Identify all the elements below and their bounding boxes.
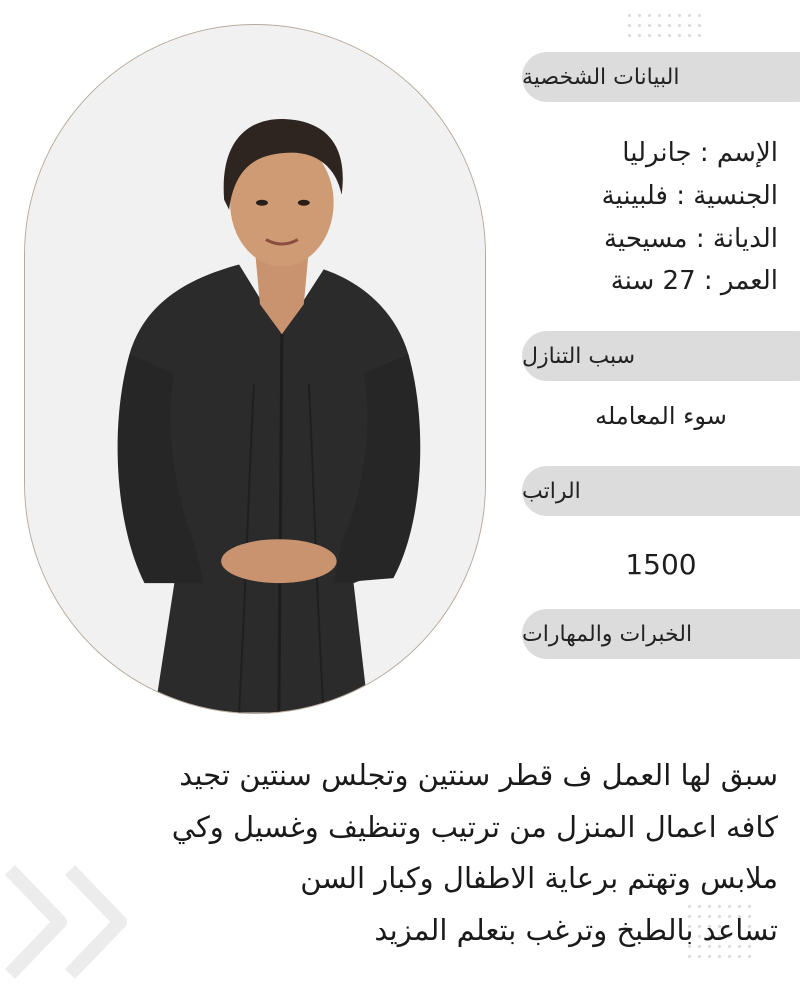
- section-personal-data: [522, 52, 800, 102]
- dot: [678, 24, 681, 27]
- dot: [698, 14, 701, 17]
- salary-value: 1500: [625, 548, 697, 581]
- dot: [658, 34, 661, 37]
- dot: [678, 14, 681, 17]
- section-reason-label: سبب التنازل: [522, 343, 636, 369]
- dot: [658, 14, 661, 17]
- dot: [668, 34, 671, 37]
- field-nationality: الجنسية : فلبينية: [601, 181, 778, 211]
- dot: [638, 34, 641, 37]
- worker-photo-illustration: [25, 25, 485, 713]
- reason-value: سوء المعامله: [595, 402, 727, 430]
- dot: [698, 34, 701, 37]
- field-age: العمر : 27 سنة: [610, 266, 778, 296]
- dot: [688, 34, 691, 37]
- dot: [628, 34, 631, 37]
- section-personal-label: البيانات الشخصية: [522, 64, 680, 90]
- section-experience: [522, 609, 800, 659]
- dot: [628, 24, 631, 27]
- dot: [688, 24, 691, 27]
- chevron-decoration-icon: [0, 860, 150, 985]
- field-religion: الديانة : مسيحية: [604, 224, 778, 254]
- dot: [658, 24, 661, 27]
- section-reason: [522, 331, 800, 381]
- worker-photo: [24, 24, 486, 714]
- dot: [648, 24, 651, 27]
- experience-line: كافه اعمال المنزل من ترتيب وتنظيف وغسيل وكي: [171, 809, 778, 844]
- field-name: الإسم : جانرليا: [622, 138, 778, 168]
- experience-line: ملابس وتهتم برعاية الاطفال وكبار السن: [300, 861, 778, 896]
- dot: [668, 14, 671, 17]
- dot: [648, 14, 651, 17]
- experience-line: سبق لها العمل ف قطر سنتين وتجلس سنتين تجيد: [179, 758, 778, 792]
- dot: [638, 14, 641, 17]
- dot: [638, 24, 641, 27]
- section-salary-label: الراتب: [522, 478, 581, 504]
- experience-line: تساعد بالطبخ وترغب بتعلم المزيد: [374, 912, 778, 947]
- section-salary: [522, 466, 800, 516]
- dot: [648, 34, 651, 37]
- decorative-dots-top: [628, 14, 701, 37]
- dot: [698, 24, 701, 27]
- dot: [678, 34, 681, 37]
- dot: [688, 14, 691, 17]
- dot: [628, 14, 631, 17]
- section-experience-label: الخبرات والمهارات: [522, 621, 693, 647]
- dot: [668, 24, 671, 27]
